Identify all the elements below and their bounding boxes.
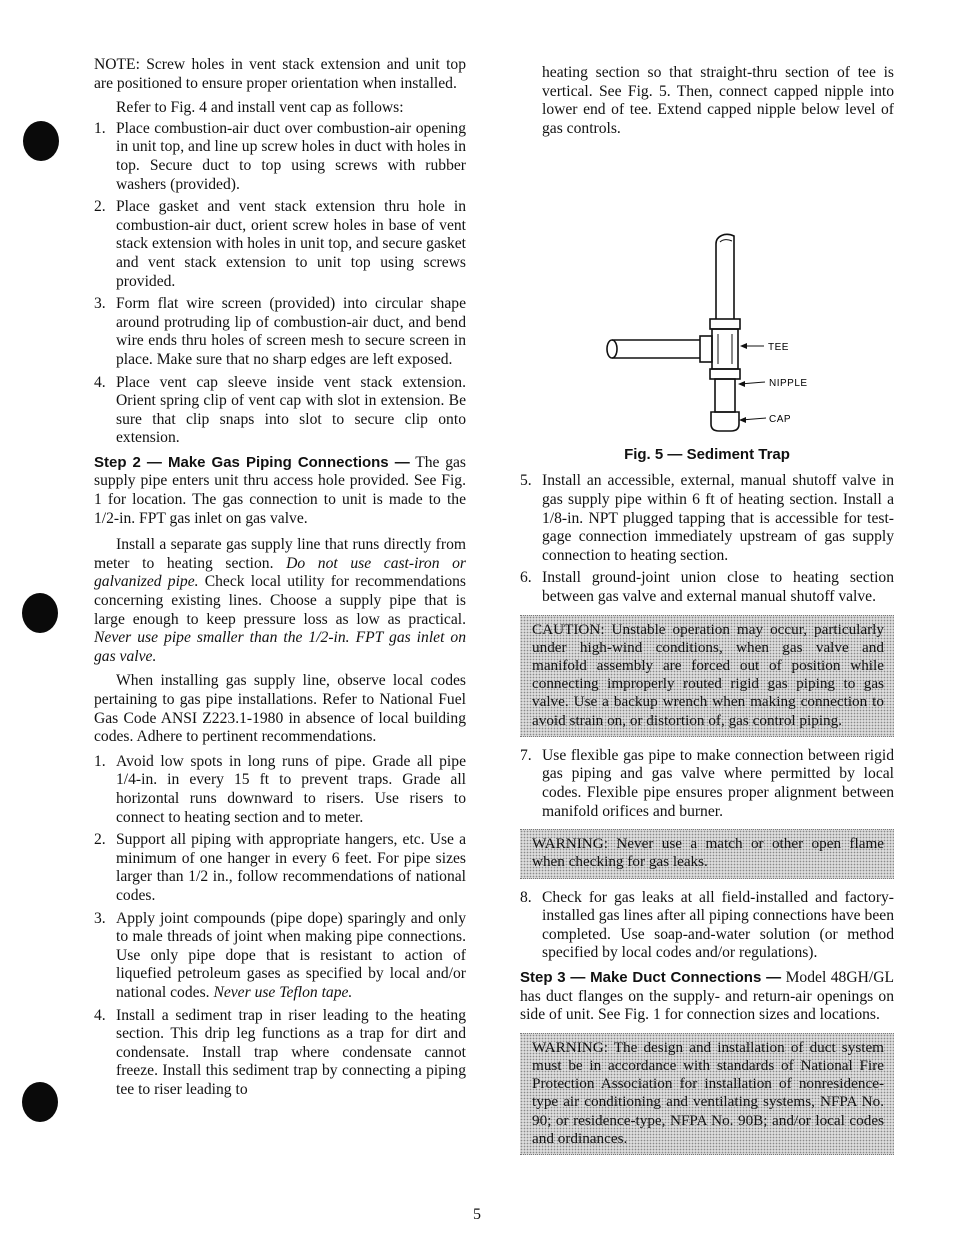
list-item: 2. Place gasket and vent stack extension thru hole in combustion-air duct, orient screw holes in base of vent stack extension with holes in unit top, and secure gasket and vent stack extension to unit top using screws provided. (94, 198, 466, 290)
caution-text: CAUTION: Unstable operation may occur, particularly under high-wind conditions, when gas valve and manifold assembly are forced out of position while connecting improperly routed rigid gas piping to gas valve. Use a backup wrench when making connection to avoid strain on, or distortion of, gas control piping. (532, 620, 884, 729)
cap-arrow (739, 417, 746, 423)
gas-steps-b (520, 747, 894, 821)
gas-steps-a (520, 472, 894, 606)
step-3-heading: Step 3 — Make Duct Connections — (520, 968, 782, 986)
nipple-arrow (738, 381, 745, 387)
figure-caption: Fig. 5 — Sediment Trap (624, 446, 790, 464)
caution-box (520, 615, 894, 737)
list-item: 4. Place vent cap sleeve inside vent stack extension. Orient spring clip of vent cap with slot in extension. Be sure that clip snaps into slot to secure clip onto extension. (94, 373, 466, 447)
tee-fitting (712, 329, 738, 369)
list-item: 5. Install an accessible, external, manual shutoff valve in gas supply pipe within 6 ft of heating section. Install a 1/8-in. NPT plugged tapping that is accessible for test-gage connection immediately upstream of gas supply connection to heating section. (520, 472, 894, 564)
nipple (715, 379, 735, 412)
nipple-label: NIPPLE (769, 378, 808, 390)
step-2-paragraph: Step 2 — Make Gas Piping Connections — The gas supply pipe enters unit thru access hole provided. See Fig. 1 for location. The gas connection to unit is made to the 1/2-in. FPT gas inlet on gas valve. (94, 453, 467, 527)
list-item: 3. Form flat wire screen (provided) into circular shape around protruding lip of combustion-air duct, and bend wire ends thru holes of screen mesh to secure screen in place. Make sure that no sharp edges are left exposed. (94, 295, 466, 368)
warning-text: WARNING: The design and installation of duct system must be in accordance with standards of National Fire Protection Association for installation of nonresidence-type air conditioning and ventilating systems, NFPA No. 90; or residence-type, NFPA No. 90B; and/or local codes and ordinances. (532, 1038, 884, 1147)
tee-arrow (740, 343, 747, 349)
warning-text: WARNING: Never use a match or other open flame when checking for gas leaks. (532, 835, 884, 871)
vent-cap-steps (94, 120, 466, 448)
inlet-pipe-end (607, 340, 617, 358)
list-item: 8. Check for gas leaks at all field-installed and factory-installed gas lines after all piping connections have been completed. Use soap-and-water solution (or method specified by local codes and/or regulations). (520, 888, 894, 962)
sediment-trap-figure (520, 144, 894, 462)
sediment-trap-drawing (520, 144, 894, 444)
warning-box-gas-leaks (520, 829, 894, 878)
list-item: 7. Use flexible gas pipe to make connection between rigid gas piping and gas valve where permitted by local codes. Flexible pipe ensures proper alignment between manifold orifices and burner. (520, 746, 894, 820)
upper-collar (710, 319, 740, 329)
pipe-steps (94, 753, 466, 1100)
warning-box-duct (520, 1033, 894, 1155)
supply-line-paragraph: Install a separate gas supply line that runs directly from meter to heating section. Do not use cast-iron or galvanized pipe. Check local utility for recommendations concerning existing lines. Choose a supply pipe that is large enough to keep pressure loss as low as practical. Never use pipe smaller than the 1/2-in. FPT gas inlet on gas valve. (94, 536, 466, 665)
gas-steps-c (520, 889, 894, 963)
list-item: 1. Avoid low spots in long runs of pipe. Grade all pipe 1/4-in. in every 15 ft to prevent traps. Grade all horizontal runs downward to risers. Use risers to connect to heating section and to meter. (94, 752, 466, 826)
cap (711, 412, 739, 431)
binder-hole-top (23, 121, 59, 161)
lower-collar (710, 369, 740, 379)
codes-paragraph: When installing gas supply line, observe local codes pertaining to gas pipe installations. Refer to National Fuel Gas Code ANSI Z223.1-1980 in absence of local building codes. Adhere to pertinent recommendations. (94, 672, 466, 746)
left-column (94, 56, 466, 1105)
list-item: 3. Apply joint compounds (pipe dope) sparingly and only to male threads of joint when making pipe connections. Use only pipe dope that is resistant to action of liquefied petroleum gases as specified by local and/or national codes. Never use Teflon tape. (94, 909, 466, 1001)
riser-pipe (716, 244, 734, 319)
step-2-heading: Step 2 — Make Gas Piping Connections — (94, 453, 410, 471)
tee-label: TEE (768, 342, 789, 354)
list-item: 4. Install a sediment trap in riser leading to the heating section. This drip leg functions as a trap for dirt and condensate. Install trap where condensate cannot freeze. Install this sediment trap by connecting a piping tee to riser leading to (94, 1006, 466, 1098)
step-3-paragraph: Step 3 — Make Duct Connections — Model 48GH/GL has duct flanges on the supply- and return-air openings on side of unit. See Fig. 1 for connection sizes and locations. (520, 968, 894, 1024)
list-item: 2. Support all piping with appropriate hangers, etc. Use a minimum of one hanger in every 6 feet. For pipe sizes larger than 1/2 in., follow recommendations of national codes. (94, 831, 466, 904)
binder-hole-middle (22, 593, 58, 633)
page-number: 5 (473, 1206, 481, 1223)
vent-cap-intro: Refer to Fig. 4 and install vent cap as follows: (116, 99, 404, 117)
side-collar (700, 336, 712, 362)
right-column (520, 64, 894, 1165)
binder-hole-bottom (22, 1082, 58, 1122)
list-item: 6. Install ground-joint union close to heating section between gas valve and external manual shutoff valve. (520, 569, 894, 605)
inlet-pipe (612, 340, 700, 358)
note-paragraph: NOTE: Screw holes in vent stack extension and unit top are positioned to ensure proper orientation when installed. (94, 56, 466, 92)
list-item: 1. Place combustion-air duct over combustion-air opening in unit top, and line up screw holes in duct with holes in top. Secure duct to top using screws with rubber washers (provided). (94, 119, 466, 193)
continuation-paragraph: heating section so that straight-thru section of tee is vertical. See Fig. 5. Then, connect capped nipple into lower end of tee. Extend capped nipple below level of gas controls. (542, 64, 894, 137)
cap-label: CAP (769, 414, 792, 426)
